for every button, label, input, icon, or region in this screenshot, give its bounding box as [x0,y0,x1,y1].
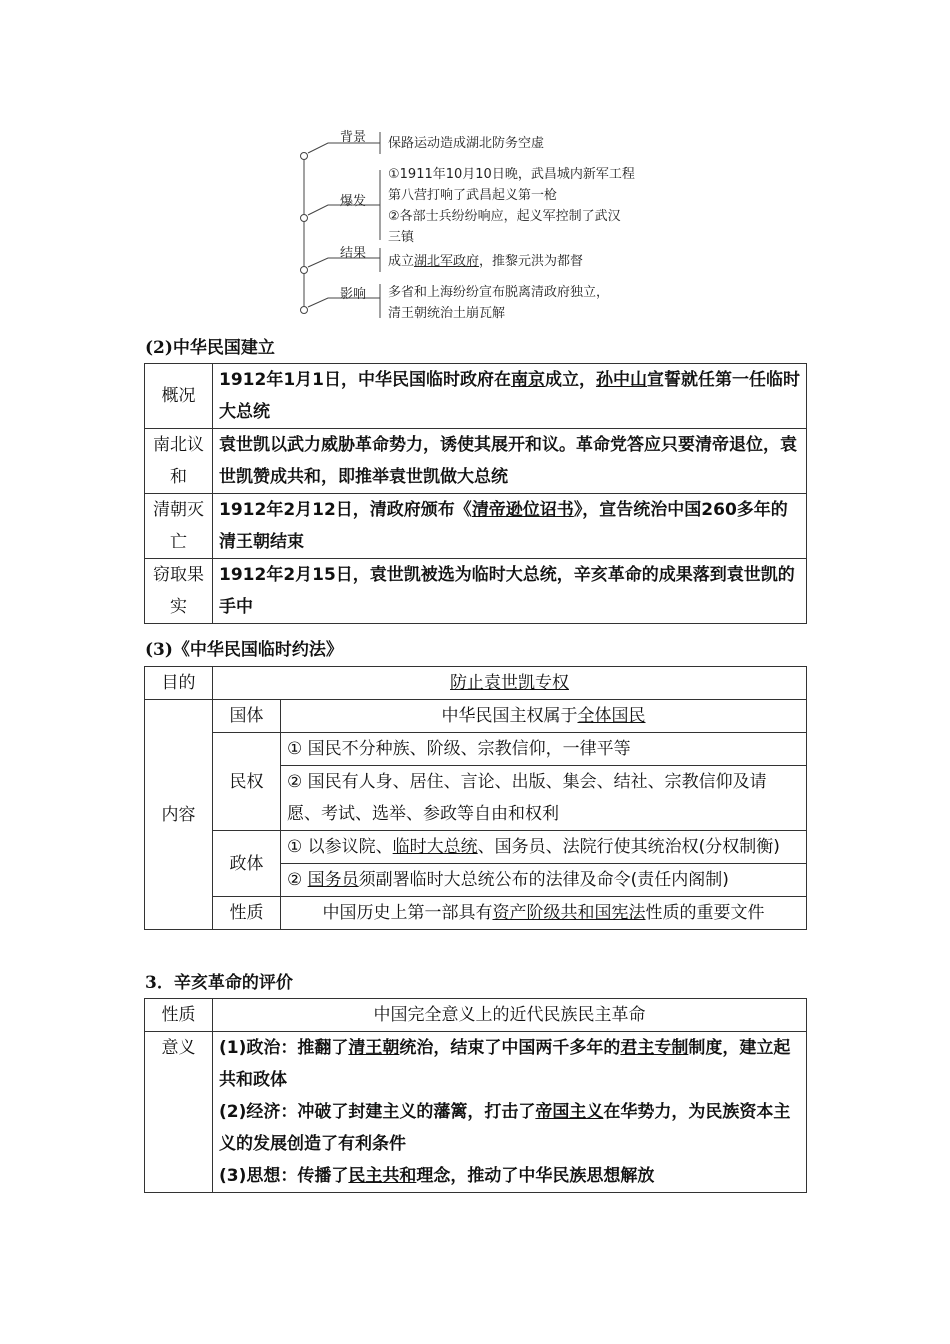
diagram-impact-text [388,282,609,324]
provisional-constitution-table [144,666,807,930]
guoti-cell [281,700,807,733]
meaning-ideological [219,1160,800,1192]
zhengti-1-post: 、国务员、法院行使其统治权(分权制衡) [477,837,780,857]
outbreak-line: ②各部士兵纷纷响应，起义军控制了武汉 [388,209,621,224]
sub-head: 政体 [213,831,281,897]
diagram-label-background: 背景 [340,130,367,145]
result-underlined: 湖北军政府 [414,254,480,269]
row-head: 概况 [145,364,213,429]
row-head: 目的 [145,667,213,700]
table-row [145,559,807,624]
purpose-cell [213,667,807,700]
impact-line: 清王朝统治土崩瓦解 [388,306,506,321]
text-segment: 宣誓就任第一任临时大总统 [219,370,800,422]
row-content [213,494,807,559]
diagram-result-text [388,251,583,272]
row-head: 意义 [145,1032,213,1193]
m1-post: 制度，建立起共和政体 [219,1038,791,1090]
zhengti-1-underlined: 临时大总统 [392,837,478,857]
evaluation-table [144,998,807,1193]
sub-head: 国体 [213,700,281,733]
m2-post: 在华势力，为民族资本主义的发展创造了有利条件 [219,1102,791,1154]
text-segment: 1912年2月15日，袁世凯被选为临时大总统，辛亥革命的成果落到袁世凯的手中 [219,565,795,617]
nature-pre: 中国历史上第一部具有 [322,903,493,923]
m1-pre: (1)政治：推翻了 [219,1038,349,1058]
underlined-term: 南京 [510,370,545,390]
roc-founding-table [144,363,807,624]
diagram-label-result: 结果 [340,246,367,261]
table-row [145,1032,807,1193]
m1-underlined-1: 清王朝 [348,1038,400,1058]
minquan-1: ① 国民不分种族、阶级、宗教信仰，一律平等 [281,733,807,766]
m1-mid: 统治，结束了中国两千多年的 [399,1038,621,1058]
row-head: 窃取果实 [145,559,213,624]
row-content [213,364,807,429]
row-head: 内容 [145,700,213,930]
guoti-underlined: 全体国民 [577,706,646,726]
text-segment: 袁世凯以武力威胁革命势力，诱使其展开和议。革命党答应只要清帝退位，袁世凯赞成共和，即推举袁世凯做大总统 [219,435,797,487]
diagram-background-text: 保路运动造成湖北防务空虚 [388,136,545,151]
section-heading-evaluation: 3．辛亥革命的评价 [145,973,293,993]
m3-post: 理念，推动了中华民族思想解放 [416,1166,655,1186]
xinhai-revolution-diagram [290,120,670,325]
text-segment: 1912年2月12日，清政府颁布《 [219,500,472,520]
text-segment: 》，宣告统治中国260多年的清王朝结束 [219,500,788,552]
m2-underlined: 帝国主义 [535,1102,604,1122]
meaning-economic [219,1096,800,1160]
result-pre: 成立 [388,254,415,269]
row-head: 性质 [145,999,213,1032]
nature-underlined: 资产阶级共和国宪法 [492,903,646,923]
m2-pre: (2)经济：冲破了封建主义的藩篱，打击了 [219,1102,536,1122]
zhengti-1-pre: ① 以参议院、 [287,837,393,857]
table-row [145,831,807,864]
zhengti-2 [281,864,807,897]
m1-underlined-2: 君主专制 [620,1038,689,1058]
table-row [145,733,807,766]
meaning-political [219,1032,800,1096]
section-heading-roc-founding: (2)中华民国建立 [145,338,275,358]
section-heading-provisional-constitution: (3)《中华民国临时约法》 [145,640,343,660]
row-head: 南北议和 [145,429,213,494]
diagram-label-impact: 影响 [340,287,367,302]
outbreak-line: ①1911年10月10日晚，武昌城内新军工程 [388,167,635,182]
table-row [145,897,807,930]
nature-cell: 中国完全意义上的近代民族民主革命 [213,999,807,1032]
m3-pre: (3)思想：传播了 [219,1166,349,1186]
diagram-label-outbreak: 爆发 [340,194,367,209]
zhengti-1 [281,831,807,864]
sub-head: 民权 [213,733,281,831]
table-row [145,429,807,494]
purpose-text: 防止袁世凯专权 [450,673,569,693]
table-row [145,494,807,559]
row-content [213,559,807,624]
impact-line: 多省和上海纷纷宣布脱离清政府独立， [388,285,610,300]
row-head: 清朝灭亡 [145,494,213,559]
guoti-pre: 中华民国主权属于 [441,706,578,726]
table-row [145,667,807,700]
row-content [213,429,807,494]
table-row [145,999,807,1032]
outbreak-line: 第八营打响了武昌起义第一枪 [388,188,558,203]
nature-cell [281,897,807,930]
zhengti-2-pre: ② [287,870,308,890]
text-segment: 1912年1月1日，中华民国临时政府在 [219,370,511,390]
row-head: 性质 [213,897,281,930]
nature-post: 性质的重要文件 [645,903,765,923]
outbreak-line: 三镇 [388,230,415,245]
zhengti-2-post: 须副署临时大总统公布的法律及命令(责任内阁制) [358,870,729,890]
table-row [145,700,807,733]
m3-underlined: 民主共和 [348,1166,417,1186]
zhengti-2-underlined: 国务员 [307,870,359,890]
diagram-outbreak-text [388,164,635,248]
table-row [145,364,807,429]
result-post: ，推黎元洪为都督 [479,254,584,269]
underlined-term: 孙中山 [595,370,647,390]
minquan-2: ② 国民有人身、居住、言论、出版、集会、结社、宗教信仰及请愿、考试、选举、参政等自由和权利 [281,766,807,831]
meaning-cell [213,1032,807,1193]
underlined-term: 清帝逊位诏书 [471,500,574,520]
text-segment: 成立， [544,370,596,390]
